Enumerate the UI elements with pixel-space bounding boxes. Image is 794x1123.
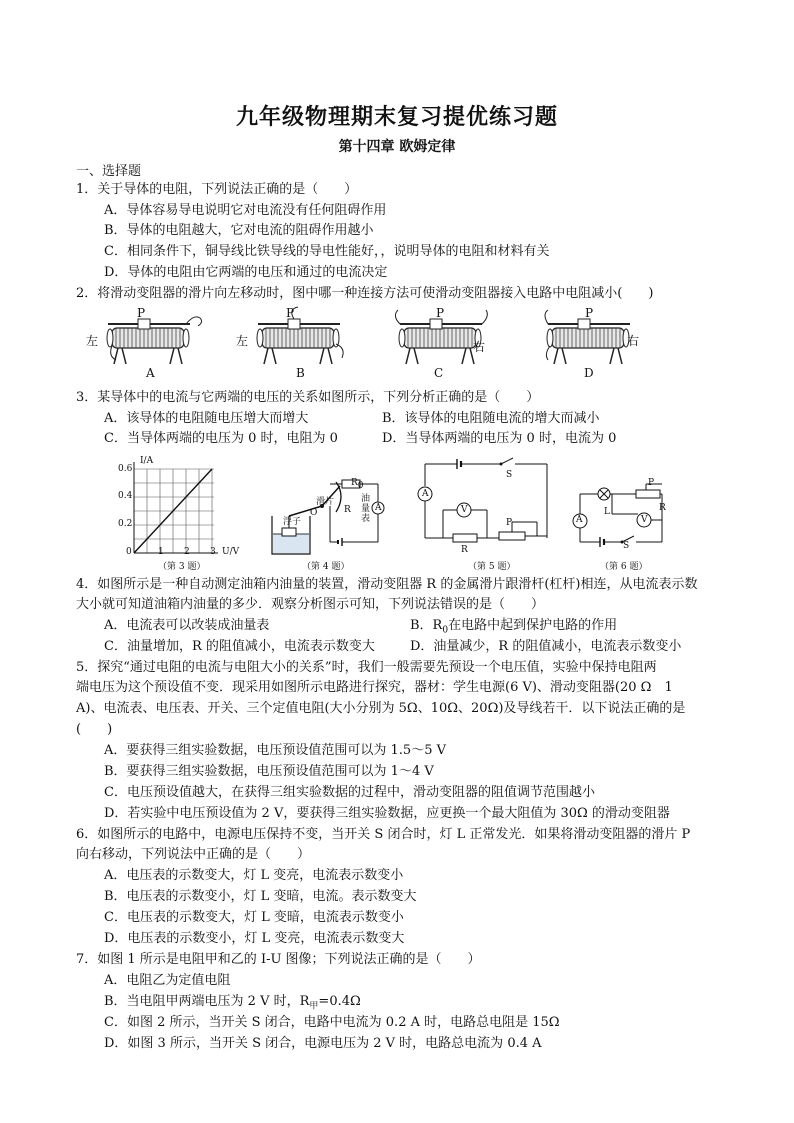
rheostat-b-option-label: B — [296, 366, 305, 380]
rheostat-d-right-label: 右 — [627, 334, 640, 348]
fig4-r0-label: $R_0$ — [351, 478, 364, 491]
fig5-r-label: R — [461, 545, 468, 555]
fig5-ammeter-label: A — [422, 489, 429, 499]
fig3-ytick-04: 0.4 — [118, 491, 133, 501]
q1-stem: 1．关于导体的电阻，下列说法正确的是（ ） — [76, 182, 358, 197]
page-title: 九年级物理期末复习提优练习题 — [235, 104, 558, 130]
q1-option-a: A．导体容易导电说明它对电流没有任何阻碍作用 — [104, 203, 387, 218]
rheostat-c-drawing — [392, 308, 502, 370]
fig3-xlabel: U/V — [222, 547, 240, 557]
fig4-ammeter-label: A — [375, 503, 382, 513]
q5-option-b: B．要获得三组实验数据，电压预设值范围可以为 1～4 V — [104, 764, 434, 779]
fig6-circuit-diagram — [570, 480, 666, 558]
rheostat-a-p-label: P — [137, 306, 146, 320]
section-heading: 一、选择题 — [76, 164, 142, 179]
q4-option-d: D．油量减少，R 的阻值减小，电流表示数变小 — [410, 639, 682, 654]
q6-option-b: B．电压表的示数变小，灯 L 变暗，电流。表示数变大 — [104, 889, 417, 904]
rheostat-b-p-label: P — [286, 306, 295, 320]
fig3-origin: 0 — [126, 547, 132, 557]
q6-option-c: C．电压表的示数变大，灯 L 变暗，电流表示数变小 — [104, 910, 404, 925]
q1-option-b: B．导体的电阻越大，它对电流的阻碍作用越小 — [104, 223, 374, 238]
q6-stem-line2: 向右移动，下列说法中正确的是（ ） — [76, 847, 311, 862]
fig4-gauge-label: 油量表 — [361, 494, 371, 524]
rheostat-b-left-label: 左 — [236, 334, 249, 348]
fig4-caption: （第 4 题） — [302, 562, 350, 572]
q7-stem: 7．如图 1 所示是电阻甲和乙的 I-U 图像；下列说法正确的是（ ） — [76, 952, 481, 967]
fig6-caption: （第 6 题） — [600, 562, 648, 572]
q4-option-c: C．油量增加，R 的阻值减小，电流表示数变大 — [104, 639, 375, 654]
q2-stem: 2．将滑动变阻器的滑片向左移动时，图中哪一种连接方法可使滑动变阻器接入电路中电阻减小( ) — [76, 286, 654, 301]
fig3-ylabel: I/A — [140, 456, 154, 466]
fig3-xtick-2: 2 — [184, 547, 190, 557]
fig3-xtick-3: 3 — [210, 547, 216, 557]
rheostat-a-left-label: 左 — [86, 334, 99, 348]
q6-option-a: A．电压表的示数变大，灯 L 变亮，电流表示数变小 — [104, 868, 404, 883]
fig6-voltmeter-label: V — [641, 515, 648, 525]
q4-stem-line1: 4．如图所示是一种自动测定油箱内油量的装置，滑动变阻器 R 的金属滑片跟滑杆(杠杆)相连，从电流表示数 — [76, 577, 698, 592]
q3-option-c: C．当导体两端的电压为 0 时，电阻为 0 — [104, 431, 338, 446]
rheostat-c-right-label: 右 — [473, 340, 486, 354]
q3-option-a: A．该导体的电阻随电压增大而增大 — [104, 411, 309, 426]
q6-option-d: D．电压表的示数变小，灯 L 变亮，电流表示数变大 — [104, 931, 405, 946]
fig6-p-label: P — [648, 478, 655, 488]
rheostat-d-option-label: D — [584, 366, 594, 380]
fig4-pivot-label: O — [310, 508, 318, 518]
fig3-iu-graph — [134, 462, 218, 556]
q7-option-a: A．电阻乙为定值电阻 — [104, 973, 231, 988]
q4-option-a: A．电流表可以改装成油量表 — [104, 618, 270, 633]
rheostat-b-drawing — [250, 308, 360, 370]
q4-option-b: B．$R_0$在电路中起到保护电路的作用 — [410, 618, 618, 636]
rheostat-a-drawing — [100, 308, 210, 370]
fig4-r-label: R — [344, 505, 351, 515]
fig4-slider-label: 滑片 — [316, 497, 335, 507]
chapter-subtitle: 第十四章 欧姆定律 — [338, 139, 456, 155]
rheostat-a-option-label: A — [146, 366, 155, 380]
q5-stem-line4: ( ) — [76, 722, 113, 737]
q5-option-a: A．要获得三组实验数据，电压预设值范围可以为 1.5～5 V — [104, 743, 446, 758]
q3-stem: 3．某导体中的电流与它两端的电压的关系如图所示，下列分析正确的是（ ） — [76, 390, 540, 405]
q6-stem-line1: 6．如图所示的电路中，电源电压保持不变，当开关 S 闭合时，灯 L 正常发光．如果将滑动变阻器的滑片 P — [76, 827, 691, 842]
fig5-p-label: P — [506, 518, 513, 528]
q7-option-c: C．如图 2 所示，当开关 S 闭合，电路中电流为 0.2 A 时，电路总电阻是 15Ω — [104, 1015, 560, 1030]
fig5-caption: （第 5 题） — [468, 562, 516, 572]
fig5-voltmeter-label: V — [461, 505, 468, 515]
q7-option-d: D．如图 3 所示，当开关 S 闭合，电源电压为 2 V 时，电路总电流为 0.4 A — [104, 1036, 542, 1051]
rheostat-d-p-label: P — [585, 306, 594, 320]
fig3-caption: （第 3 题） — [158, 562, 206, 572]
fig3-ytick-02: 0.2 — [118, 519, 133, 529]
q5-option-d: D．若实验中电压预设值为 2 V，要获得三组实验数据，应更换一个最大阻值为 30Ω 的滑动变阻器 — [104, 806, 670, 821]
q5-stem-line3: A)、电流表、电压表、开关、三个定值电阻(大小分别为 5Ω、10Ω、20Ω)及导线若干．以下说法正确的是 — [76, 701, 686, 716]
rheostat-c-p-label: P — [436, 306, 445, 320]
fig4-float-label: 浮子 — [283, 517, 302, 527]
q7-option-b: B．当电阻甲两端电压为 2 V 时，$R_甲=0.4\Omega$ — [104, 994, 361, 1012]
q3-option-b: B．该导体的电阻随电流的增大而减小 — [382, 411, 600, 426]
q1-option-d: D．导体的电阻由它两端的电压和通过的电流决定 — [104, 265, 388, 280]
q5-option-c: C．电压预设值越大，在获得三组实验数据的过程中，滑动变阻器的阻值调节范围越小 — [104, 785, 595, 800]
fig3-ytick-06: 0.6 — [118, 464, 133, 474]
q1-option-c: C．相同条件下，铜导线比铁导线的导电性能好，，说明导体的电阻和材料有关 — [104, 244, 550, 259]
q3-option-d: D．当导体两端的电压为 0 时，电流为 0 — [382, 431, 617, 446]
fig5-switch-label: S — [506, 470, 513, 480]
fig6-lamp-label: L — [604, 507, 610, 517]
rheostat-c-option-label: C — [434, 366, 444, 380]
q5-stem-line2: 端电压为这个预设值不变．现采用如图所示电路进行探究，器材：学生电源(6 V)、滑动变阻器(20 Ω 1 — [76, 680, 673, 695]
fig6-switch-label: S — [623, 541, 630, 551]
q5-stem-line1: 5．探究“通过电阻的电流与电阻大小的关系”时，我们一般需要先预设一个电压值，实验中保持电阻两 — [76, 660, 657, 675]
q4-stem-line2: 大小就可知道油箱内油量的多少．观察分析图示可知，下列说法错误的是（ ） — [76, 597, 545, 612]
fig3-xtick-1: 1 — [158, 547, 164, 557]
fig6-ammeter-label: A — [576, 515, 583, 525]
fig5-circuit-diagram — [415, 456, 551, 556]
fig6-r-label: R — [659, 503, 666, 513]
